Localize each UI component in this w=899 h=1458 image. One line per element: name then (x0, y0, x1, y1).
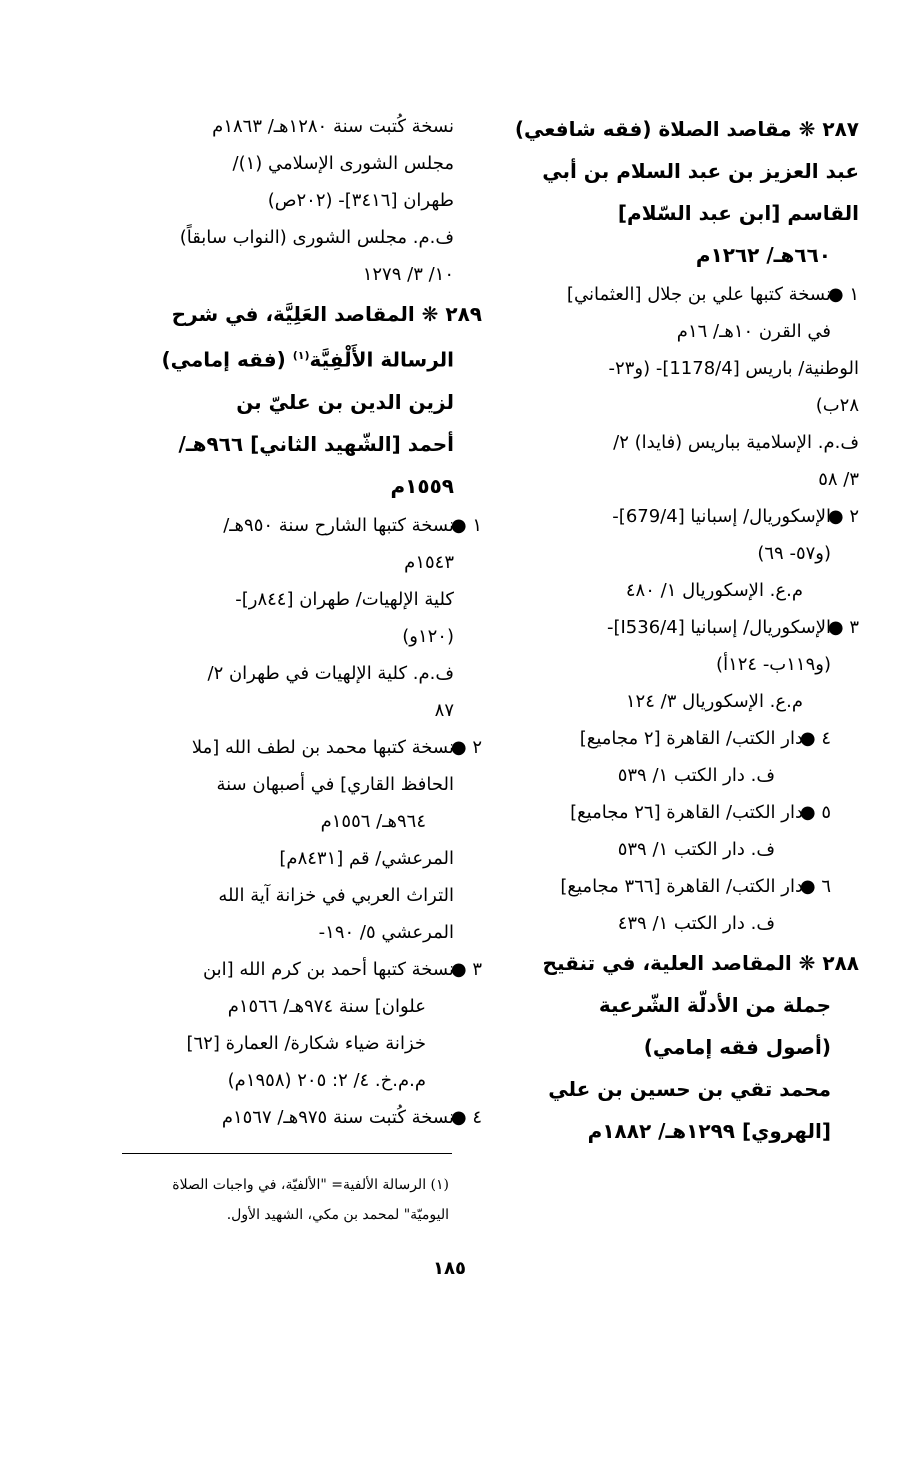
entry-author: لزين الدين بن عليّ بن (236, 389, 454, 414)
footnote-divider (122, 1153, 452, 1154)
item-line: نسخة كتبها الشارح سنة ٩٥٠هـ/ (223, 514, 454, 536)
item-line: الوطنية/ باريس [1178/4]- (و٢٣- (608, 358, 859, 379)
item-line: طهران [٣٤١٦]- (٢٠٢ص) (267, 190, 454, 211)
item-bullet: ٤ ● (450, 1106, 482, 1128)
item-line: ف.م. مجلس الشورى (النواب سابقاً) (179, 227, 454, 248)
item-bullet: ٢ ● (827, 506, 859, 527)
item-line: دار الكتب/ القاهرة [٢ مجاميع] (579, 728, 803, 749)
entry-author: القاسم [ابن عبد السّلام] (617, 201, 859, 225)
entry-title: ٢٨٨ ❋ المقاصد العلية، في تنقيح (542, 951, 859, 975)
footnote-line: اليوميّة" لمحمد بن مكي، الشهيد الأول. (226, 1207, 449, 1223)
item-line: المرعشي ٥/ ١٩٠- (318, 921, 454, 943)
entry-title (119, 335, 454, 381)
item-bullet: ١ ● (450, 514, 482, 536)
item-line: (و٥٧- ٦٩) (757, 543, 831, 564)
item-line: الحافظ القاري] في أصبهان سنة (216, 773, 454, 795)
item-line: التراث العربي في خزانة آية الله (218, 884, 454, 906)
item-line: نسخة كتبها محمد بن لطف الله [ملا (191, 736, 454, 758)
manuscript-item (119, 507, 482, 544)
item-bullet: ٣ ● (827, 617, 859, 638)
entry-288-continued (119, 108, 454, 293)
manuscript-item (504, 609, 859, 720)
item-bullet: ٥ ● (799, 802, 831, 823)
right-column (504, 108, 859, 1152)
item-line: ف. دار الكتب ١/ ٥٣٩ (617, 839, 775, 860)
item-line: خزانة ضياء شكارة/ العمارة [٦٢] (186, 1032, 426, 1054)
manuscript-item (504, 276, 859, 350)
item-line: نسخة كُتبت سنة ١٢٨٠هـ/ ١٨٦٣م (212, 116, 454, 137)
manuscript-item (119, 1099, 482, 1136)
item-line: دار الكتب/ القاهرة [٢٦ مجاميع] (570, 802, 803, 823)
item-bullet: ٢ ● (450, 736, 482, 758)
title-part: الرسالة الأَلْفِيَّة (309, 347, 454, 372)
item-line: م.ع. الإسكوريال ٣/ ١٢٤ (625, 691, 803, 712)
entry-287 (504, 108, 859, 942)
item-line: دار الكتب/ القاهرة [٣٦٦ مجاميع] (560, 876, 803, 897)
entry-subject: (فقه إمامي) (161, 347, 293, 372)
item-line: ف.م. كلية الإلهيات في طهران ٢/ (207, 662, 454, 684)
item-line: الإسكوريال/ إسبانيا [679/4]- (612, 506, 831, 527)
item-line: في القرن ١٠هـ/ ١٦م (676, 321, 831, 342)
item-line: م.م.خ. ٤/ ٢: ٢٠٥ (١٩٥٨م) (227, 1069, 426, 1091)
entry-title: ٢٨٩ ❋ المقاصد العَلِيَّة، في شرح (171, 302, 482, 326)
entry-title: ٢٨٧ ❋ مقاصد الصلاة (فقه شافعي) (514, 117, 859, 141)
item-line: ١٥٤٣م (404, 551, 454, 573)
entry-author: محمد تقي بن حسين بن علي (548, 1077, 831, 1101)
page-number: ١٨٥ (433, 1258, 466, 1279)
footnote-marker: (١) (292, 349, 310, 362)
item-line: نسخة كتبها علي بن جلال [العثماني] (566, 284, 831, 305)
manuscript-item (504, 720, 831, 794)
manuscript-item (119, 951, 482, 988)
entry-date: ٦٦٠هـ/ ١٢٦٢م (695, 243, 831, 267)
item-line: ١٠/ ٣/ ١٢٧٩ (362, 264, 454, 285)
item-bullet: ١ ● (827, 284, 859, 305)
entry-author: أحمد [الشّهيد الثاني] ٩٦٦هـ/ (178, 431, 454, 456)
item-line: ٢٨ب) (815, 395, 859, 416)
entry-subject: (أصول فقه إمامي) (643, 1035, 831, 1059)
entry-title: جملة من الأدلّة الشّرعية (598, 993, 831, 1017)
manuscript-item (504, 868, 831, 942)
item-line: ٩٦٤هـ/ ١٥٥٦م (320, 810, 426, 832)
footnote (119, 1170, 449, 1230)
item-bullet: ٦ ● (799, 876, 831, 897)
footnote-line: (١) الرسالة الألفية= "الألفيّة، في واجبات الصلاة (172, 1177, 449, 1193)
item-line: مجلس الشورى الإسلامي (١)/ (232, 153, 454, 174)
item-line: ٨٧ (434, 699, 454, 721)
item-line: المرعشي/ قم [٨٤٣١م] (279, 847, 454, 869)
item-line: ف. دار الكتب ١/ ٥٣٩ (617, 765, 775, 786)
item-line: ف.م. الإسلامية بباريس (فايدا) ٢/ (613, 432, 859, 453)
item-line: الإسكوريال/ إسبانيا [I536/4]- (606, 617, 831, 638)
entry-author: [الهروي] ١٢٩٩هـ/ ١٨٨٢م (587, 1119, 831, 1143)
manuscript-item (504, 498, 859, 609)
manuscript-item (504, 794, 831, 868)
item-line: نسخة كُتبت سنة ٩٧٥هـ/ ١٥٦٧م (221, 1106, 454, 1128)
item-line: علوان] سنة ٩٧٤هـ/ ١٥٦٦م (227, 995, 426, 1017)
item-line: (و١١٩ب- ١٢٤أ) (716, 654, 831, 675)
item-line: ٣/ ٥٨ (818, 469, 859, 490)
left-column (119, 108, 482, 1136)
item-line: (١٢٠و) (402, 625, 454, 647)
item-line: كلية الإلهيات/ طهران [٨٤٤ر]- (235, 588, 454, 610)
item-bullet: ٣ ● (450, 958, 482, 980)
item-line: م.ع. الإسكوريال ١/ ٤٨٠ (625, 580, 803, 601)
item-line: نسخة كتبها أحمد بن كرم الله [ابن (202, 958, 454, 980)
entry-289 (119, 293, 482, 1136)
item-bullet: ٤ ● (799, 728, 831, 749)
entry-date: ١٥٥٩م (390, 473, 454, 498)
entry-author: عبد العزيز بن عبد السلام بن أبي (542, 159, 859, 183)
item-line: ف. دار الكتب ١/ ٤٣٩ (617, 913, 775, 934)
manuscript-item (119, 729, 482, 766)
entry-288 (504, 942, 859, 1152)
